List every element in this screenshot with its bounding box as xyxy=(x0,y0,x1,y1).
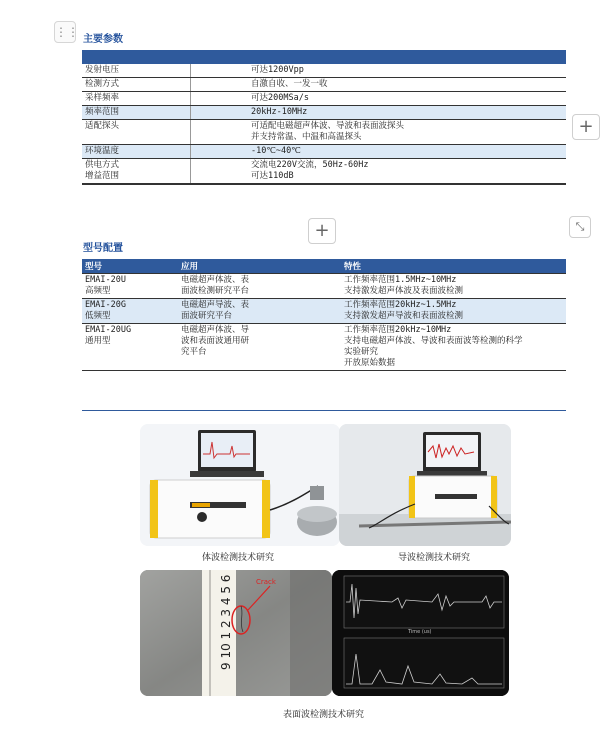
param-value xyxy=(190,106,566,119)
param-value xyxy=(190,64,566,77)
caption-surface-wave: 表面波检测技术研究 xyxy=(283,710,365,720)
param-name xyxy=(82,120,190,144)
model-name-line: 通用型 xyxy=(85,336,111,346)
param-value xyxy=(190,78,566,91)
param-row xyxy=(82,92,566,106)
section-title-main-params: 主要参数 xyxy=(83,34,123,45)
model-features xyxy=(341,324,566,370)
model-application xyxy=(178,324,341,370)
model-features-line: 支持激发超声导波和表面波检测 xyxy=(344,311,464,321)
caption-body-wave: 体波检测技术研究 xyxy=(202,553,275,563)
header-application: 应用 xyxy=(181,262,199,272)
model-application-line: 电磁超声体波、表 xyxy=(181,275,250,285)
param-row xyxy=(82,159,566,184)
param-name xyxy=(82,159,190,183)
param-name xyxy=(82,106,190,119)
model-name-line: EMAI-20G xyxy=(85,300,126,310)
photo-surface-crack xyxy=(140,570,332,696)
caption-guided-wave: 导波检测技术研究 xyxy=(398,553,471,563)
model-name xyxy=(82,324,178,370)
model-application-line: 面波检测研究平台 xyxy=(181,286,250,296)
photo-body-wave-setup xyxy=(140,424,340,546)
param-value-line: 20kHz-10MHz xyxy=(251,107,308,117)
param-row xyxy=(82,78,566,92)
param-name-line: 检测方式 xyxy=(85,79,120,89)
param-name-line: 发射电压 xyxy=(85,65,120,75)
param-value xyxy=(190,92,566,105)
model-name-line: 低频型 xyxy=(85,311,111,321)
photo-guided-wave-setup xyxy=(339,424,511,546)
model-features-line: 工作频率范围20kHz~10MHz xyxy=(344,325,452,335)
param-name xyxy=(82,78,190,91)
param-value xyxy=(190,145,566,158)
model-name xyxy=(82,274,178,298)
models-table xyxy=(82,259,566,371)
param-name-line: 频率范围 xyxy=(85,107,120,117)
model-row xyxy=(82,273,566,298)
param-value-line: 交流电220V交流，50Hz-60Hz xyxy=(251,160,369,170)
param-value-line: 可达1200Vpp xyxy=(251,65,304,75)
add-block-icon[interactable]: + xyxy=(308,218,336,244)
time-axis-label: Time (us) xyxy=(408,629,432,635)
section-title-models: 型号配置 xyxy=(83,243,123,254)
params-table xyxy=(82,50,566,185)
param-name-line: 供电方式 xyxy=(85,160,120,170)
param-name xyxy=(82,64,190,77)
model-application xyxy=(178,299,341,323)
photo-waveform-plots xyxy=(332,570,509,696)
model-application-line: 波和表面波通用研 xyxy=(181,336,250,346)
param-row xyxy=(82,106,566,120)
param-row xyxy=(82,64,566,78)
model-features-line: 工作频率范围1.5MHz~10MHz xyxy=(344,275,457,285)
param-value xyxy=(190,120,566,144)
param-value-line: 并支持常温、中温和高温探头 xyxy=(251,132,362,142)
model-name-line: EMAI-20U xyxy=(85,275,126,285)
param-value-line: 可达200MSa/s xyxy=(251,93,309,103)
model-features-line: 支持激发超声体波及表面波检测 xyxy=(344,286,464,296)
header-features: 特性 xyxy=(344,262,362,272)
model-row xyxy=(82,298,566,323)
param-value-line: 可达110dB xyxy=(251,171,294,181)
add-block-icon[interactable]: + xyxy=(572,114,600,140)
model-features-line: 实验研究 xyxy=(344,347,379,357)
model-features xyxy=(341,274,566,298)
divider xyxy=(82,410,566,411)
param-row xyxy=(82,145,566,159)
param-name-line: 环境温度 xyxy=(85,146,120,156)
param-value-line: 自激自收、一发一收 xyxy=(251,79,328,89)
drag-handle-icon[interactable]: ⋮⋮ xyxy=(54,21,76,43)
param-name-line: 适配探头 xyxy=(85,121,120,131)
model-application xyxy=(178,274,341,298)
model-features xyxy=(341,299,566,323)
param-value-line: -10℃~40℃ xyxy=(251,146,301,156)
model-application-line: 面波研究平台 xyxy=(181,311,233,321)
param-row xyxy=(82,120,566,145)
resize-icon[interactable]: ⤡ xyxy=(569,216,591,238)
param-name xyxy=(82,92,190,105)
model-features-line: 支持电磁超声体波、导波和表面波等检测的科学 xyxy=(344,336,523,346)
model-application-line: 究平台 xyxy=(181,347,207,357)
ruler-digits: 9 10 1 2 3 4 5 6 xyxy=(219,574,233,670)
param-value-line: 可适配电磁超声体波、导波和表面波探头 xyxy=(251,121,405,131)
crack-label: Crack xyxy=(256,578,276,586)
model-name xyxy=(82,299,178,323)
model-features-line: 开放原始数据 xyxy=(344,358,396,368)
param-value xyxy=(190,159,566,183)
model-name-line: 高频型 xyxy=(85,286,111,296)
model-name-line: EMAI-20UG xyxy=(85,325,132,335)
model-application-line: 电磁超声导波、表 xyxy=(181,300,250,310)
models-table-header xyxy=(82,259,566,273)
param-name-line: 采样频率 xyxy=(85,93,120,103)
model-application-line: 电磁超声体波、导 xyxy=(181,325,250,335)
model-row xyxy=(82,323,566,370)
param-name xyxy=(82,145,190,158)
model-features-line: 工作频率范围20kHz~1.5MHz xyxy=(344,300,457,310)
param-name-line: 增益范围 xyxy=(85,171,120,181)
header-model: 型号 xyxy=(85,262,103,272)
